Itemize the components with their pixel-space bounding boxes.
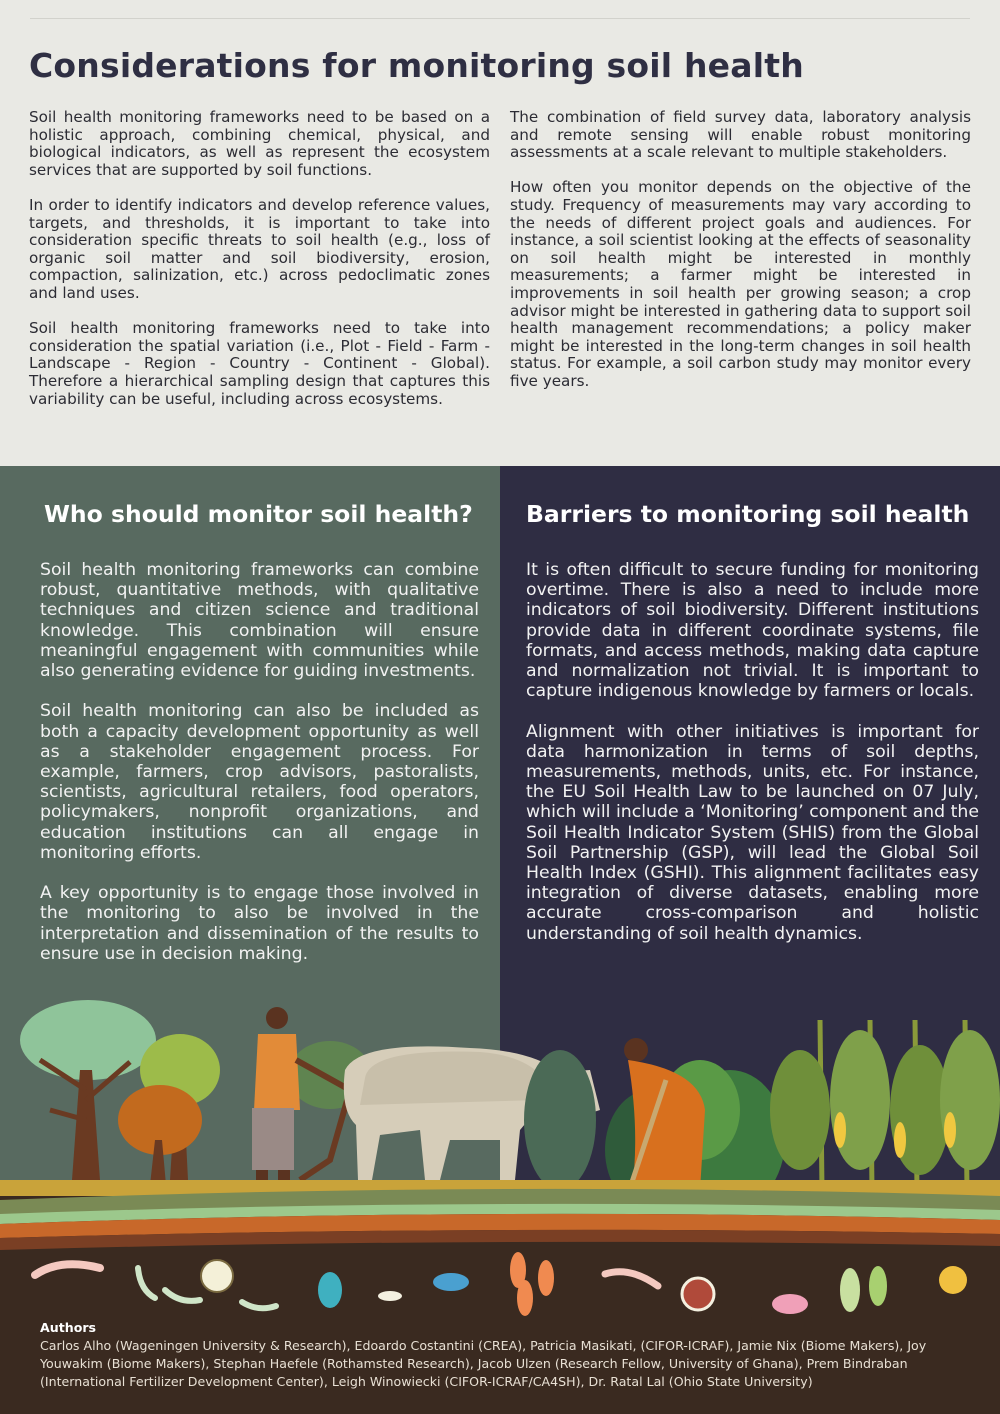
tree-icon	[20, 1000, 372, 1185]
intro-right-column	[510, 109, 971, 408]
who-heading: Who should monitor soil health?	[44, 500, 473, 528]
soil-layers-icon	[0, 1189, 1000, 1250]
intro-left-column	[29, 109, 490, 426]
barriers-paragraph: It is often difficult to secure funding for monitoring overtime. There is also a need to include more indicators of soil biodiversity. Different institutions provide data in different coordinate systems, file formats, and access methods, making data capture and normalization not trivial. It is important to capture indigenous knowledge by farmers or locals.	[526, 560, 979, 702]
maize-plant-icon	[770, 1020, 1000, 1190]
intro-section	[0, 0, 1000, 466]
page-title: Considerations for monitoring soil health	[29, 46, 804, 85]
who-body	[40, 560, 479, 984]
intro-paragraph: The combination of field survey data, laboratory analysis and remote sensing will enable robust monitoring assessments at a scale relevant to multiple stakeholders.	[510, 108, 971, 162]
who-paragraph: Soil health monitoring can also be included as both a capacity development opportunity as well as a stakeholder engagement process. For example, farmers, crop advisors, pastoralists, scientists, agricultural retailers, food operators, policymakers, nonprofit organizations, and education institutions can all engage in monitoring efforts.	[40, 701, 479, 863]
intro-paragraph: How often you monitor depends on the objective of the study. Frequency of measurements may vary according to the needs of different project goals and audiences. For instance, a soil scientist looking at the effects of seasonality on soil health might be interested in monthly measurements; a farmer might be interested in improvements in soil health per growing season; a crop advisor might be interested in gathering data to support soil health management recommendations; a policy maker might be interested in the long-term changes in soil health status. For example, a soil carbon study may monitor every five years.	[510, 178, 971, 390]
intro-paragraph: Soil health monitoring frameworks need to take into consideration the spatial variation (i.e., Plot - Field - Farm - Landscape - Region - Country - Continent - Global). Therefore a hierarchical sampling design that captures this variability can be useful, including across ecosystems.	[29, 319, 490, 408]
authors-list: Carlos Alho (Wageningen University & Research), Edoardo Costantini (CREA), Patricia Masikati, (CIFOR-ICRAF), Jamie Nix (Biome Makers), Joy Youwakim (Biome Makers), Stephan Haefele (Rothamsted Research), Jacob Ulzen (Research Fellow, University of Ghana), Prem Bindraban (International Fertilizer Development Center), Leigh Winowiecki (CIFOR-ICRAF/CA4SH), Dr. Ratal Lal (Ohio State University)	[40, 1338, 927, 1389]
authors-section	[40, 1319, 980, 1391]
barriers-body	[526, 560, 979, 964]
intro-paragraph: Soil health monitoring frameworks need to be based on a holistic approach, combining chemical, physical, and biological indicators, as well as represent the ecosystem services that are supported by soil functions.	[29, 108, 490, 179]
top-divider	[30, 18, 970, 19]
authors-heading: Authors	[40, 1320, 97, 1335]
who-paragraph: Soil health monitoring frameworks can combine robust, quantitative methods, with qualitative techniques and citizen science and traditional knowledge. This combination will ensure meaningful engagement with communities while also generating evidence for guiding investments.	[40, 560, 479, 682]
who-paragraph: A key opportunity is to engage those involved in the monitoring to also be involved in the interpretation and dissemination of the results to ensure use in decision making.	[40, 883, 479, 964]
barriers-heading: Barriers to monitoring soil health	[526, 500, 970, 528]
barriers-paragraph: Alignment with other initiatives is important for data harmonization in terms of soil depths, measurements, methods, units, etc. For instance, the EU Soil Health Law to be launched on 07 July, which will include a ‘Monitoring’ component and the Soil Health Indicator System (SHIS) from the Global Soil Partnership (GSP), will lead the Global Soil Health Index (GSHI). This alignment facilitates easy integration of diverse datasets, enabling more accurate cross-comparison and holistic understanding of soil health dynamics.	[526, 721, 979, 944]
intro-paragraph: In order to identify indicators and develop reference values, targets, and thresholds, it is important to take into consideration specific threats to soil health (e.g., loss of organic soil matter and soil biodiversity, erosion, compaction, salinization, etc.) across pedoclimatic zones and land uses.	[29, 195, 490, 302]
